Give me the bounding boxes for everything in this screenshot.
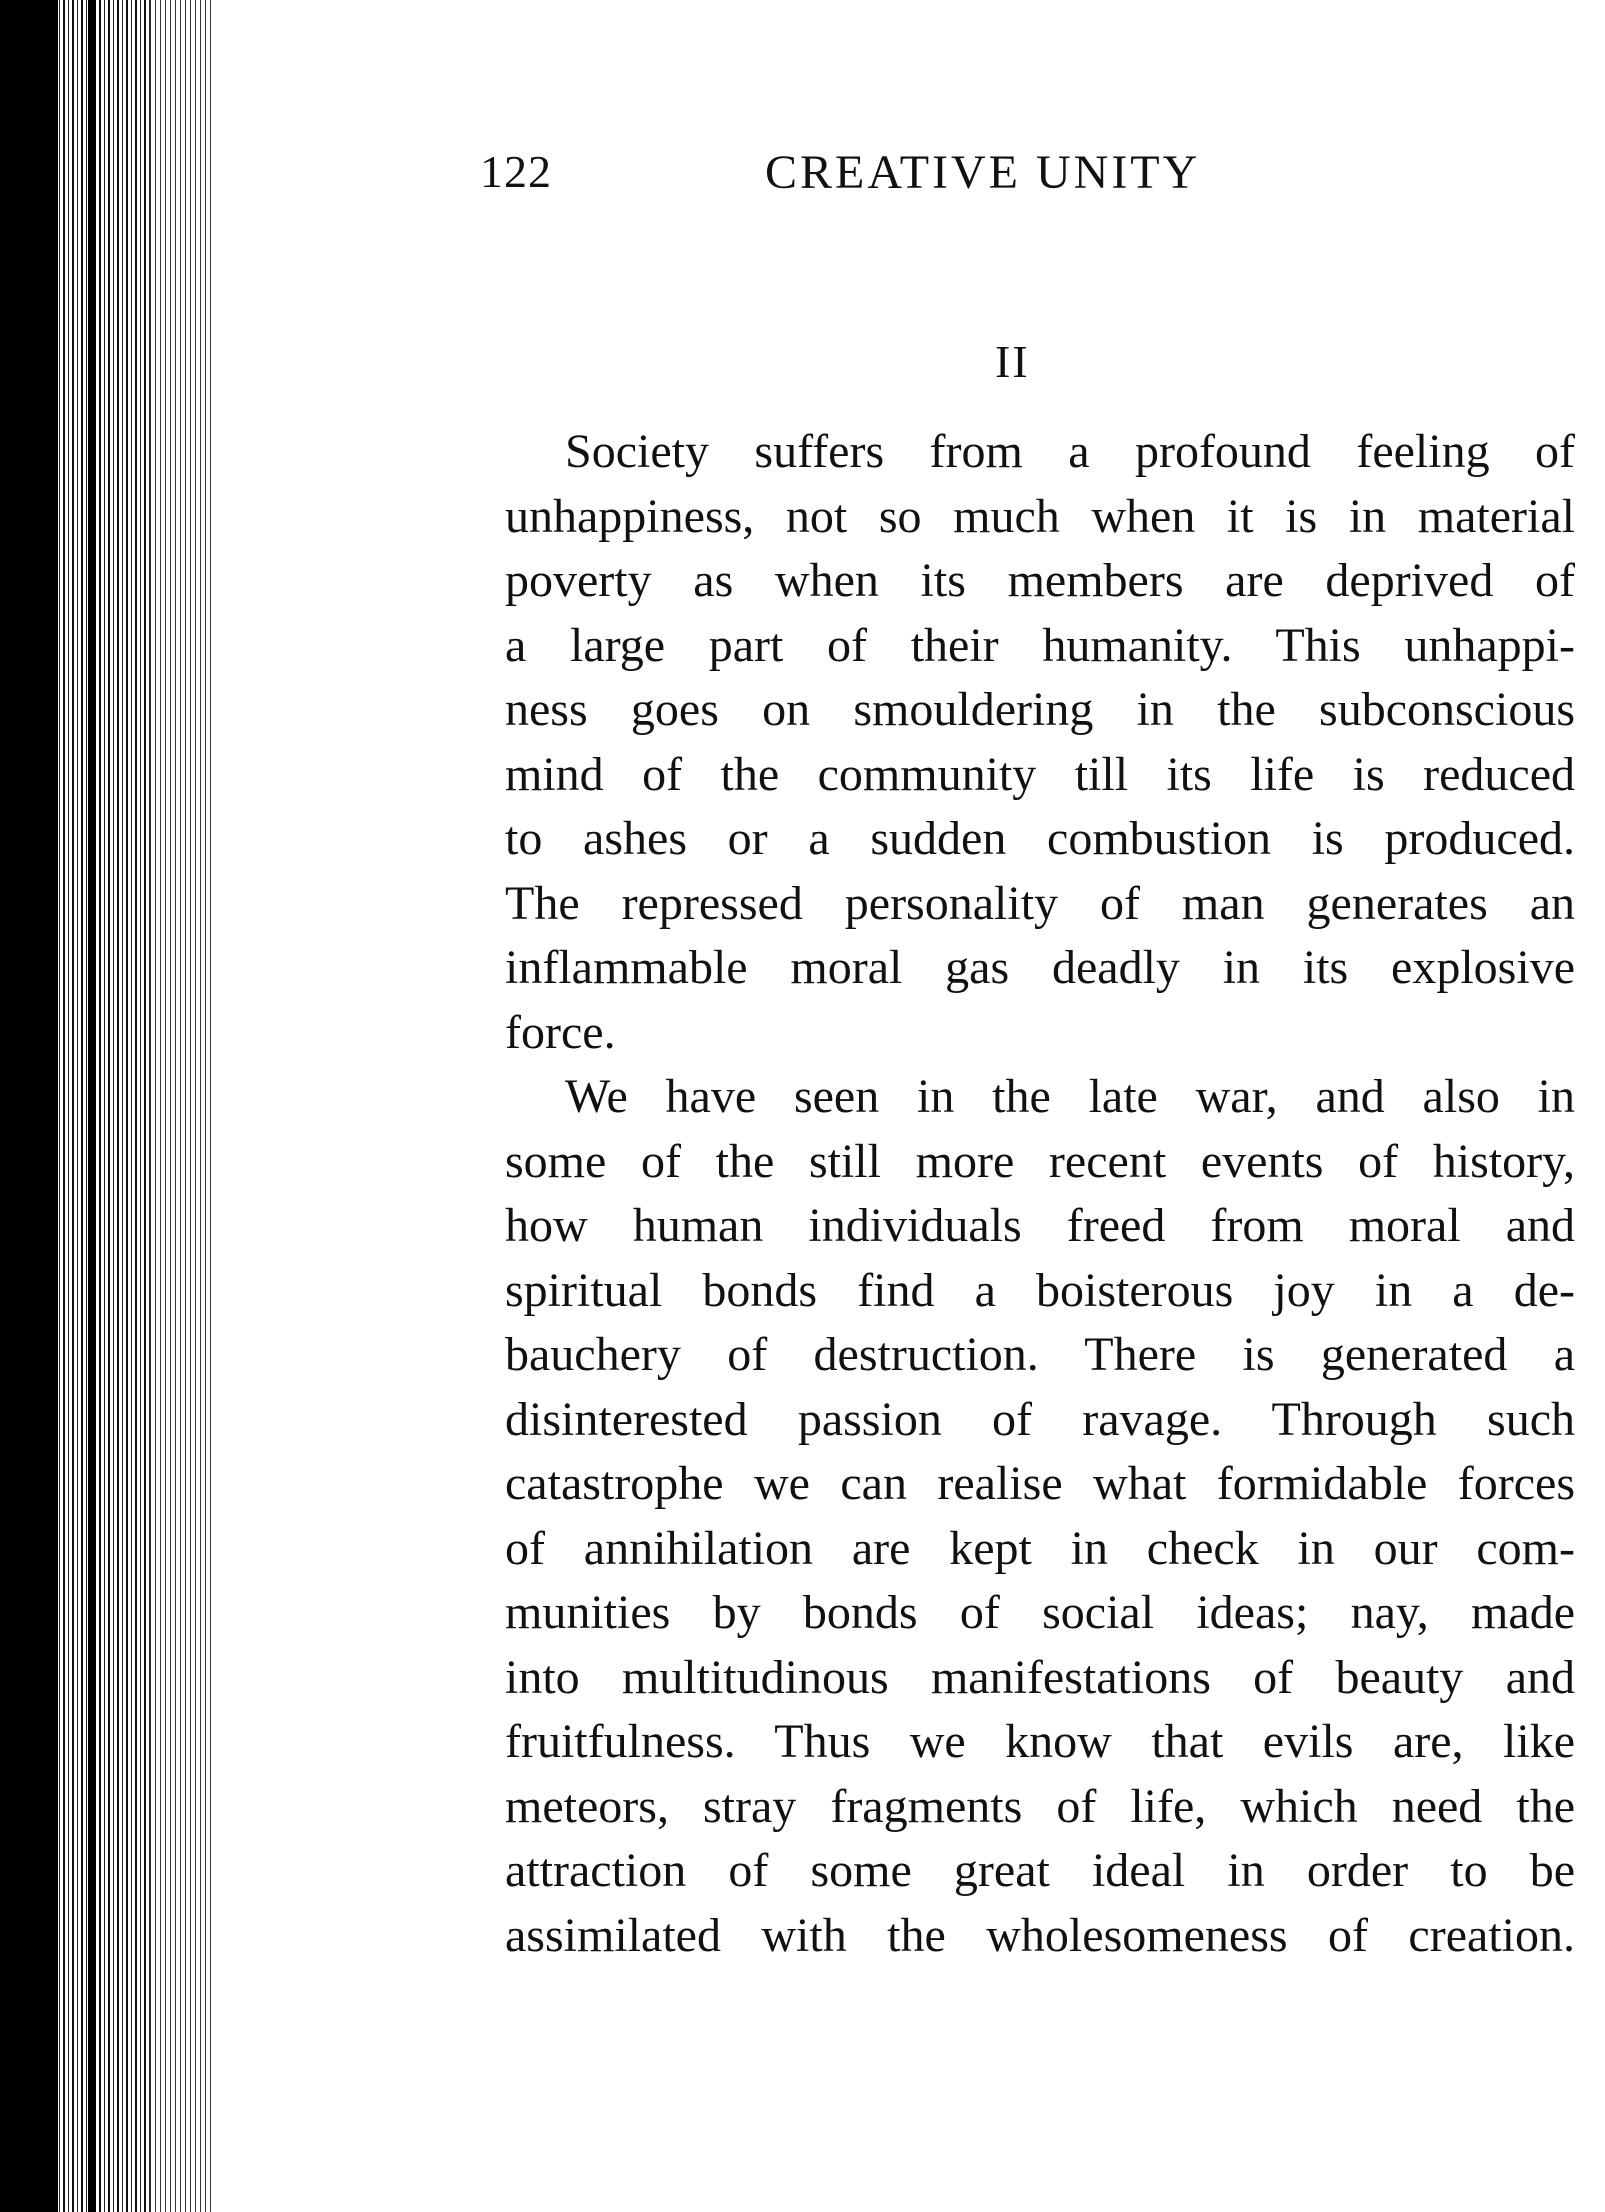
text-line: ness goes on smouldering in the subconscious [505,683,1575,736]
text-line: how human individuals freed from moral and [505,1199,1575,1252]
paragraph [505,420,1575,1065]
text-line: fruitfulness. Thus we know that evils are, like [505,1715,1575,1768]
text-line: The repressed personality of man generates an [505,876,1575,930]
text-line: bauchery of destruction. There is generated a [505,1328,1575,1381]
text-line: unhappiness, not so much when it is in material [505,489,1575,543]
text-line: meteors, stray fragments of life, which need the [505,1779,1575,1833]
section-number: II [995,336,1030,387]
page-number: 122 [480,146,552,197]
text-line: of annihilation are kept in check in our com- [505,1521,1575,1575]
text-line: assimilated with the wholesomeness of creation. [505,1908,1575,1962]
text-line: attraction of some great ideal in order to be [505,1844,1575,1897]
text-line: inflammable moral gas deadly in its explosive [505,941,1575,994]
text-line: a large part of their humanity. This unhappi- [505,618,1575,672]
text-line: munities by bonds of social ideas; nay, made [505,1586,1575,1639]
running-head [480,145,1580,215]
text-line: into multitudinous manifestations of beauty and [505,1650,1575,1704]
binding-shadow [0,0,58,2212]
paragraph [505,1065,1575,1968]
text-line: mind of the community till its life is reduced [505,747,1575,801]
running-title: CREATIVE UNITY [765,146,1201,199]
text-line: spiritual bonds find a boisterous joy in a de- [505,1263,1575,1317]
text-line: We have seen in the late war, and also in [565,1070,1575,1123]
text-line: some of the still more recent events of history, [505,1134,1575,1188]
text-line: force. [505,1005,616,1059]
page-edge-lines [150,0,215,2212]
text-line: poverty as when its members are deprived of [505,554,1575,607]
text-line: Society suffers from a profound feeling of [565,425,1575,478]
text-line: to ashes or a sudden combustion is produced. [505,812,1575,865]
body-text [505,420,1575,1968]
binding-band [88,0,96,2212]
text-line: disinterested passion of ravage. Through such [505,1392,1575,1446]
text-line: catastrophe we can realise what formidable forces [505,1457,1575,1510]
